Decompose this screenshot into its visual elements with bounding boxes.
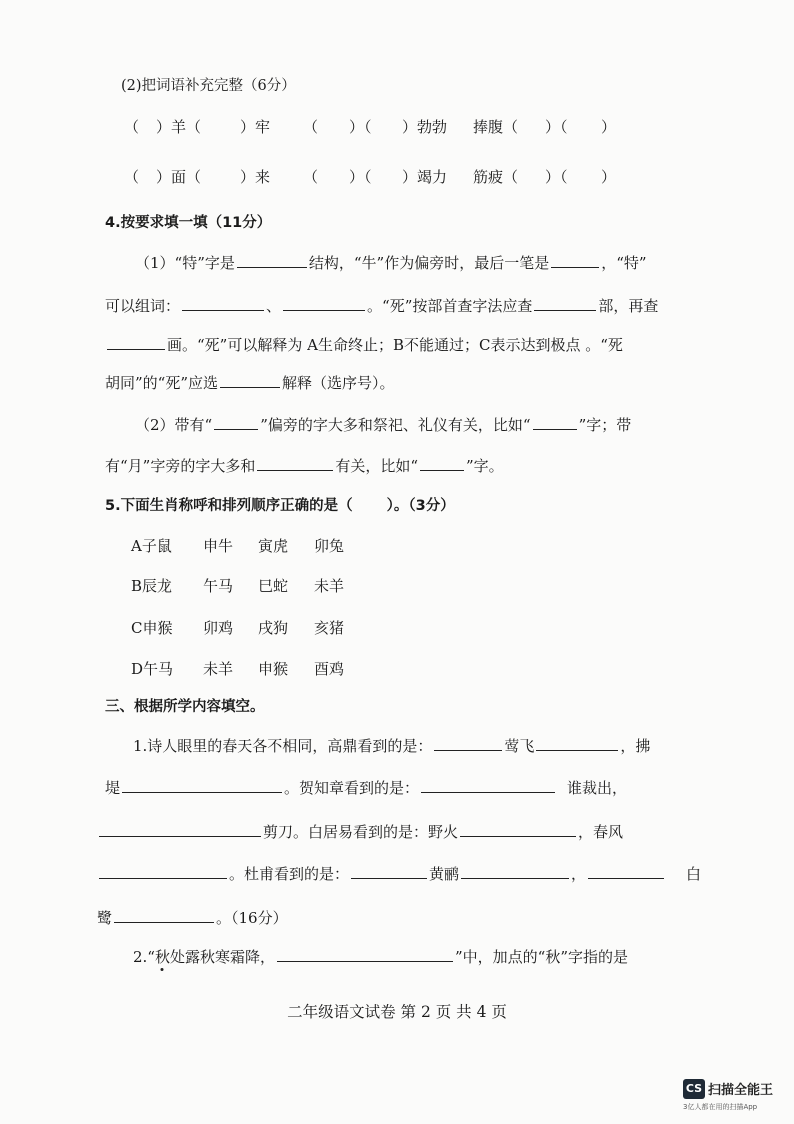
row1-cell: ）勃勃 xyxy=(402,118,448,136)
s3-text: 处露秋寒霜降， xyxy=(170,948,276,966)
q4-text: 画。“死”可以解释为 A生命终止；B不能通过；C表示达到极点 。“死 xyxy=(167,336,623,354)
watermark-name: 扫描全能王 xyxy=(708,1083,774,1098)
option-d-item: 未羊 xyxy=(203,660,234,678)
q4-line-5 xyxy=(135,414,631,435)
q4-line-4 xyxy=(105,372,395,393)
s3-text: ， xyxy=(571,865,587,883)
option-d-item: 酉鸡 xyxy=(314,660,345,678)
option-a-item: 寅虎 xyxy=(258,537,289,555)
question-4-title: 4.按要求填一填（11分） xyxy=(105,215,272,231)
option-b-item: 未羊 xyxy=(314,577,345,595)
q4-text: 可以组词： xyxy=(105,297,181,315)
s3-text: 2.“ xyxy=(133,948,155,966)
answer-blank[interactable] xyxy=(533,415,577,430)
s3-text: 1.诗人眼里的春天各不相同，高鼎看到的是： xyxy=(133,737,433,755)
q5-title-end: ）。（3分） xyxy=(386,498,455,514)
option-c-item: C申猴 xyxy=(131,619,173,637)
row1-cell: ）牢 xyxy=(240,118,271,136)
answer-blank[interactable] xyxy=(534,296,596,311)
row2-cell: 筋疲（ xyxy=(473,168,519,186)
question-5-title xyxy=(105,494,455,515)
s3-question-2 xyxy=(133,946,628,967)
answer-blank[interactable] xyxy=(434,736,502,751)
answer-blank[interactable] xyxy=(99,864,227,879)
dotted-character: 秋 xyxy=(154,948,170,966)
s3-line-5 xyxy=(97,907,288,928)
row2-cell: （ xyxy=(124,168,140,186)
answer-blank[interactable] xyxy=(283,296,365,311)
option-c-item: 亥猪 xyxy=(314,619,345,637)
answer-blank[interactable] xyxy=(588,864,664,879)
option-c-item: 戌狗 xyxy=(258,619,289,637)
row2-cell: ）（ xyxy=(349,168,372,186)
option-a-item: 卯兔 xyxy=(314,537,345,555)
option-b-item: 巳蛇 xyxy=(258,577,289,595)
page-footer: 二年级语文试卷 第 2 页 共 4 页 xyxy=(287,1003,507,1021)
answer-blank[interactable] xyxy=(214,415,258,430)
answer-blank[interactable] xyxy=(220,373,280,388)
answer-blank[interactable] xyxy=(351,864,427,879)
option-b-item: 午马 xyxy=(203,577,234,595)
row2-cell: ）竭力 xyxy=(402,168,448,186)
s3-text: 。（16分） xyxy=(216,909,288,927)
answer-blank[interactable] xyxy=(277,947,453,962)
row1-cell: （ xyxy=(124,118,140,136)
answer-blank[interactable] xyxy=(536,736,618,751)
answer-blank[interactable] xyxy=(421,778,555,793)
answer-blank[interactable] xyxy=(237,253,307,268)
s3-text: 。贺知章看到的是： xyxy=(284,779,420,797)
q4-text: 、 xyxy=(266,297,282,315)
q4-line-1 xyxy=(135,252,647,273)
option-a-item: 申牛 xyxy=(203,537,234,555)
answer-blank[interactable] xyxy=(182,296,264,311)
section-3-title: 三、根据所学内容填空。 xyxy=(105,699,265,715)
row1-cell: 捧腹（ xyxy=(473,118,519,136)
s3-line-1 xyxy=(133,735,650,756)
row1-cell: ）（ xyxy=(349,118,372,136)
camscanner-logo-icon: CS xyxy=(683,1079,705,1099)
q4-text: ，“特” xyxy=(601,254,647,272)
q4-text: （1）“特”字是 xyxy=(135,254,235,272)
answer-blank[interactable] xyxy=(99,822,261,837)
answer-blank[interactable] xyxy=(257,456,333,471)
watermark-tagline: 3亿人都在用的扫描App xyxy=(683,1103,758,1111)
scanner-watermark xyxy=(683,1078,774,1111)
q4-text: ”字。 xyxy=(466,457,504,475)
option-b-item: B辰龙 xyxy=(131,577,173,595)
row2-cell: ）来 xyxy=(240,168,271,186)
row2-cell: ） xyxy=(601,168,617,186)
q4-text: 。“死”按部首查字法应查 xyxy=(367,297,533,315)
q4-line-3 xyxy=(105,334,623,355)
s3-line-3 xyxy=(97,821,623,842)
option-a-item: A子鼠 xyxy=(131,537,172,555)
q4-text: ”偏旁的字大多和祭祀、礼仪有关，比如“ xyxy=(260,416,531,434)
s3-text: 黄鹂 xyxy=(429,865,460,883)
row1-cell: （ xyxy=(303,118,319,136)
q4-text: 胡同”的“死”应选 xyxy=(105,374,219,392)
answer-blank[interactable] xyxy=(460,822,576,837)
s3-text: 剪刀。白居易看到的是：野火 xyxy=(263,823,459,841)
q4-text: 解释（选序号）。 xyxy=(282,374,395,392)
row1-cell: ）羊（ xyxy=(156,118,202,136)
s3-text: 谁裁出， xyxy=(567,779,628,797)
row1-cell: ） xyxy=(601,118,617,136)
q4-text: 结构，“牛”作为偏旁时，最后一笔是 xyxy=(308,254,550,272)
s3-text: ，春风 xyxy=(578,823,624,841)
answer-blank[interactable] xyxy=(122,778,282,793)
s3-text: 鹭 xyxy=(97,909,113,927)
option-d-item: D午马 xyxy=(131,660,174,678)
row2-cell: （ xyxy=(303,168,319,186)
s3-text: ，拂 xyxy=(620,737,651,755)
s3-text: 。杜甫看到的是： xyxy=(229,865,350,883)
answer-blank[interactable] xyxy=(461,864,569,879)
q4-text: （2）带有“ xyxy=(135,416,213,434)
s3-text: 莺飞 xyxy=(504,737,535,755)
q4-line-2 xyxy=(105,295,658,316)
answer-blank[interactable] xyxy=(420,456,464,471)
answer-blank[interactable] xyxy=(107,335,165,350)
s3-text: 堤 xyxy=(105,779,121,797)
sub-question-title: (2)把词语补充完整（6分） xyxy=(121,78,296,94)
option-c-item: 卯鸡 xyxy=(203,619,234,637)
q4-text: 有关，比如“ xyxy=(335,457,419,475)
option-d-item: 申猴 xyxy=(258,660,289,678)
q4-text: 部，再查 xyxy=(598,297,659,315)
answer-blank[interactable] xyxy=(114,908,214,923)
s3-text: 白 xyxy=(686,865,702,883)
row1-cell: ）（ xyxy=(545,118,568,136)
s3-line-2 xyxy=(105,777,627,798)
s3-line-4 xyxy=(97,863,701,884)
q4-line-6 xyxy=(105,455,504,476)
s3-text: ”中，加点的“秋”字指的是 xyxy=(455,948,629,966)
q5-title-text: 5.下面生肖称呼和排列顺序正确的是（ xyxy=(105,498,353,514)
answer-blank[interactable] xyxy=(551,253,599,268)
q4-text: ”字；带 xyxy=(578,416,632,434)
row2-cell: ）（ xyxy=(545,168,568,186)
q4-text: 有“月”字旁的字大多和 xyxy=(105,457,256,475)
row2-cell: ）面（ xyxy=(156,168,202,186)
